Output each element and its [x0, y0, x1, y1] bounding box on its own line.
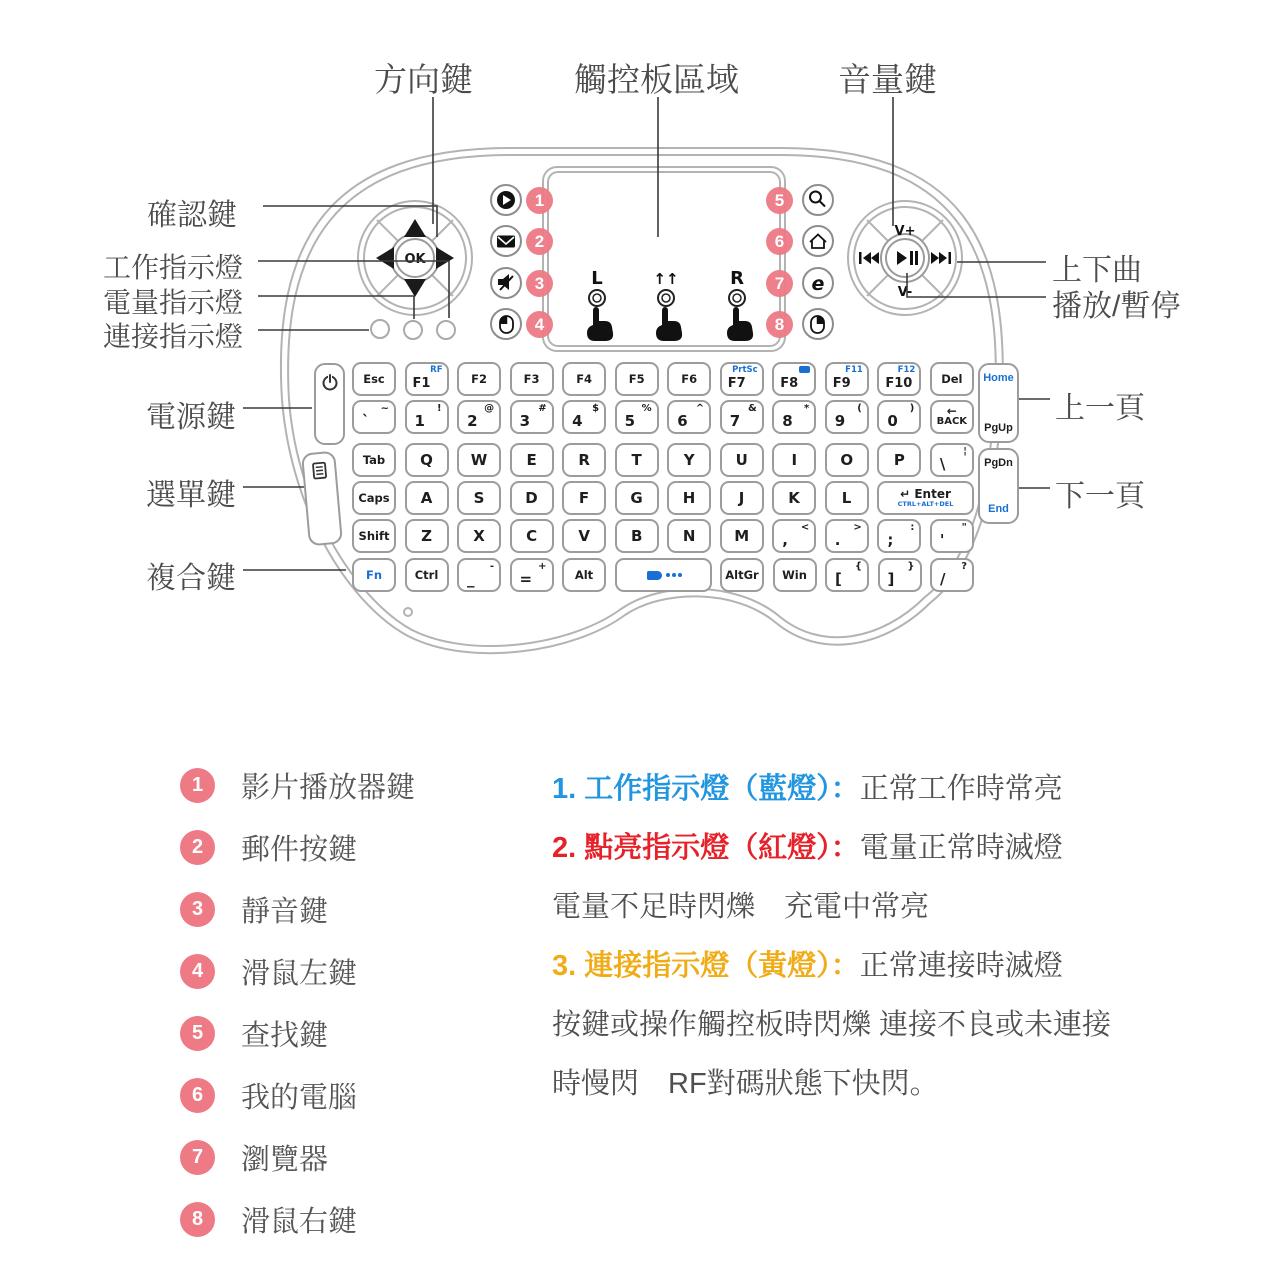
key-label: , [782, 531, 788, 549]
key-c [510, 519, 554, 553]
led-connection [371, 320, 389, 338]
key-altgr [720, 558, 764, 592]
legend-text-line-2 [552, 819, 1172, 878]
key-5 [615, 400, 659, 434]
key-label: J [738, 489, 745, 507]
key-label: K [788, 489, 800, 507]
label-page-down: 下一頁 [1055, 480, 1145, 513]
keyboard-row [352, 481, 974, 515]
key-d [510, 481, 554, 515]
key-win [773, 558, 817, 592]
legend-text-line-5 [552, 996, 1172, 1055]
menu-icon [310, 460, 330, 481]
ok-button-label: OK [404, 252, 426, 267]
arrow-left-icon [376, 247, 394, 269]
key-label: D [525, 489, 538, 507]
browser-e-icon: e [811, 273, 825, 295]
label-fn-combo-key: 複合鍵 [146, 562, 236, 595]
key-label: 6 [677, 412, 688, 430]
key-label: 5 [624, 412, 636, 430]
key-lbracket [825, 558, 869, 592]
key-label: M [734, 527, 750, 545]
volume-down-label: V- [897, 285, 913, 300]
key-label: F4 [576, 372, 593, 386]
key-0 [877, 400, 921, 434]
key-f2 [457, 362, 501, 396]
legend-badge-3: 3 [180, 892, 215, 927]
key-9 [825, 400, 869, 434]
key-u [720, 443, 764, 477]
key-z [405, 519, 449, 553]
legend-item-label: 靜音鍵 [241, 896, 329, 928]
key-label: Shift [358, 529, 390, 543]
badge-6: 6 [766, 228, 793, 255]
key-m [720, 519, 764, 553]
enter-label: ↵ Enter [900, 487, 951, 501]
key-h [667, 481, 711, 515]
legend-text-line-3 [552, 878, 1172, 937]
touch-right-label: R [730, 268, 744, 289]
key-q [405, 443, 449, 477]
legend-item-label: 查找鍵 [241, 1020, 329, 1052]
legend-item-6 [180, 1075, 357, 1116]
key-shift-label: : [910, 522, 915, 533]
finger-tap-scroll-icon [656, 307, 682, 341]
indicator-leds [371, 320, 455, 339]
key-label: F1 [412, 376, 431, 391]
label-direction-keys: 方向鍵 [374, 61, 473, 98]
key-6 [667, 400, 711, 434]
keyboard-row [352, 519, 974, 553]
key-label: ; [887, 531, 894, 549]
legend-item-label: 滑鼠左鍵 [241, 958, 358, 990]
key-shift-label: < [800, 522, 810, 533]
key-label: ] [887, 570, 895, 588]
key-shift [352, 519, 396, 553]
key-label: U [735, 451, 748, 469]
key-label: H [682, 489, 696, 507]
key-w [457, 443, 501, 477]
mouse-left-icon [500, 316, 513, 333]
touch-scroll-label: ↑↑ [653, 270, 679, 288]
key-label: T [631, 451, 642, 469]
key-label: Fn [365, 568, 383, 582]
key-x [457, 519, 501, 553]
key-fn-label: RF [430, 365, 443, 375]
key-shift-label: $ [592, 403, 600, 414]
legend-item-4 [180, 951, 357, 992]
legend-text-segment: 電量不足時閃爍 充電中常亮 [552, 891, 930, 923]
key-label: Win [782, 568, 807, 582]
key-f1 [405, 362, 449, 396]
power-key [314, 363, 345, 445]
led-battery [404, 321, 422, 339]
key-f5 [615, 362, 659, 396]
key-label: W [470, 451, 488, 469]
key-y [667, 443, 711, 477]
legend-item-5 [180, 1013, 328, 1054]
legend-item-3 [180, 889, 328, 930]
key-label: 8 [782, 412, 793, 430]
enter-sub-label: CTRL+ALT+DEL [897, 500, 954, 508]
key-v [562, 519, 606, 553]
power-icon [320, 372, 340, 392]
key-label: X [473, 527, 485, 545]
legend-item-1 [180, 765, 415, 806]
volume-up-label: V+ [894, 224, 916, 239]
keyboard-row [352, 362, 974, 396]
legend-badge-6: 6 [180, 1078, 215, 1113]
key-shift-label: ? [961, 561, 967, 572]
key-label: L [841, 489, 852, 507]
label-touchpad-area: 觸控板區域 [574, 61, 739, 98]
key-f6 [667, 362, 711, 396]
key-i [772, 443, 816, 477]
key-label: G [630, 489, 643, 507]
key-s [457, 481, 501, 515]
badge-8: 8 [766, 311, 793, 338]
key-shift-label: * [804, 403, 810, 414]
key-label: 3 [519, 412, 531, 430]
badge-7: 7 [766, 270, 793, 297]
key-shift-label: @ [484, 403, 495, 414]
key-label: Ctrl [414, 568, 439, 582]
pgdn-label: PgDn [984, 457, 1013, 469]
keyboard-row [352, 400, 974, 434]
legend-item-2 [180, 827, 357, 868]
label-battery-indicator: 電量指示燈 [103, 287, 244, 318]
legend-badge-2: 2 [180, 830, 215, 865]
key-t [615, 443, 659, 477]
key-backslash [930, 443, 974, 477]
key-label: Q [420, 451, 433, 469]
key-label: [ [835, 570, 842, 588]
key-j [720, 481, 764, 515]
key-f10 [877, 362, 921, 396]
key-label: Alt [574, 568, 594, 582]
legend-text-segment: 1. 工作指示燈（藍燈）： [552, 773, 860, 805]
key-label: C [526, 527, 538, 545]
label-play-pause: 播放/暫停 [1052, 290, 1181, 323]
key-shift-label: # [538, 403, 547, 414]
key-f [562, 481, 606, 515]
label-connection-indicator: 連接指示燈 [103, 321, 244, 352]
label-power-key: 電源鍵 [146, 401, 236, 434]
key-3 [510, 400, 554, 434]
badge-4: 4 [526, 311, 553, 338]
key-label: Tab [362, 453, 386, 467]
legend-item-label: 滑鼠右鍵 [241, 1206, 358, 1238]
legend-badge-4: 4 [180, 954, 215, 989]
legend-item-label: 郵件按鍵 [241, 834, 358, 866]
touch-left-label: L [591, 268, 603, 289]
legend-badge-8: 8 [180, 1202, 215, 1237]
key-label: S [473, 489, 485, 507]
key-label: F9 [832, 376, 851, 391]
finger-tap-left-icon [587, 307, 613, 341]
video-player-icon [497, 191, 515, 209]
key-label: 7 [729, 412, 741, 430]
legend-item-label: 我的電腦 [241, 1082, 358, 1114]
key-fn-label: F11 [845, 365, 863, 375]
key-minus [457, 558, 501, 592]
badge-3: 3 [526, 270, 553, 297]
home-pgup-key [978, 363, 1019, 443]
key-label: F5 [628, 372, 645, 386]
badge-5: 5 [766, 187, 793, 214]
legend-item-7 [180, 1137, 328, 1178]
key-label: Z [421, 527, 432, 545]
label-confirm-key: 確認鍵 [147, 199, 237, 232]
legend-item-8 [180, 1199, 357, 1240]
label-working-indicator: 工作指示燈 [103, 252, 244, 283]
key-shift-label: ~ [380, 403, 389, 414]
key-equals [510, 558, 554, 592]
key-label: 9 [834, 412, 846, 430]
legend-text-line-4 [552, 937, 1172, 996]
key-shift-label: " [961, 522, 967, 533]
key-shift-label: ( [857, 403, 862, 414]
mic-hole [404, 608, 412, 616]
legend-item-label: 瀏覽器 [241, 1144, 329, 1176]
home-label: Home [983, 372, 1014, 384]
key-quote [930, 519, 974, 553]
end-label: End [988, 503, 1009, 515]
key-label: Esc [363, 372, 385, 386]
legend-badge-1: 1 [180, 768, 215, 803]
legend-text-segment: 正常連接時滅燈 [859, 950, 1063, 982]
legend-text-line-6 [552, 1055, 1172, 1114]
prev-track-icon [859, 252, 879, 264]
label-prev-next-track: 上下曲 [1052, 254, 1142, 287]
key-label: 4 [572, 412, 583, 430]
legend-text-segment: 3. 連接指示燈（黃燈）： [552, 950, 860, 982]
key-f7 [720, 362, 764, 396]
arrow-up-icon [404, 219, 426, 237]
key-shift-label: % [641, 403, 652, 414]
legend-badge-5: 5 [180, 1016, 215, 1051]
legend-item-label: 影片播放器鍵 [241, 772, 416, 804]
key-o [825, 443, 869, 477]
key-rbracket [878, 558, 922, 592]
key-grave [352, 400, 396, 434]
key-label: \ [939, 455, 946, 473]
key-shift-label: ¦ [963, 446, 967, 457]
pgdn-end-key [978, 448, 1019, 524]
key-label: V [578, 527, 590, 545]
key-label: F [578, 489, 590, 507]
key-1 [405, 400, 449, 434]
key-label: I [791, 451, 798, 469]
key-4 [562, 400, 606, 434]
key-tab [352, 443, 396, 477]
legend-text-segment: 按鍵或操作觸控板時閃爍 連接不良或未連接 [552, 1009, 1112, 1041]
key-label: O [840, 451, 854, 469]
finger-tap-right-icon [727, 307, 753, 341]
key-f8 [772, 362, 816, 396]
pgup-label: PgUp [984, 422, 1013, 434]
legend-text-segment: 電量正常時滅燈 [859, 832, 1063, 864]
key-8 [772, 400, 816, 434]
label-menu-key: 選單鍵 [146, 479, 236, 512]
key-label: 2 [467, 412, 478, 430]
tap-gesture-icons [587, 290, 753, 341]
next-track-icon [931, 252, 951, 264]
arrow-down-icon [404, 279, 426, 297]
badge-1: 1 [526, 187, 553, 214]
mouse-right-icon [811, 316, 824, 333]
key-shift-label: ! [436, 403, 442, 414]
key-label: / [940, 570, 946, 588]
key-shift-label: - [489, 561, 494, 572]
key-shift-label: & [747, 403, 757, 414]
key-label: ' [939, 531, 945, 549]
legend-text [552, 760, 1172, 1114]
key-b [615, 519, 659, 553]
key-fn [352, 558, 396, 592]
key-label: F8 [780, 376, 799, 391]
key-label: R [578, 451, 590, 469]
legend-text-line-1 [552, 760, 1172, 819]
key-shift-label: ^ [695, 403, 705, 414]
key-space [615, 558, 712, 592]
key-label: N [682, 527, 696, 545]
key-label: F10 [885, 376, 913, 391]
key-l [825, 481, 869, 515]
keyboard-row [352, 558, 974, 592]
key-p [877, 443, 921, 477]
key-7 [720, 400, 764, 434]
key-shift-label: ) [909, 403, 915, 414]
key-alt [562, 558, 606, 592]
key-shift-label: } [907, 561, 915, 572]
key-comma [772, 519, 816, 553]
key-fn-label: PrtSc [732, 365, 758, 375]
key-del [930, 362, 974, 396]
key-label: P [893, 451, 905, 469]
space-mouse-icon [647, 571, 662, 580]
key-backspace [930, 400, 974, 434]
arrow-right-icon [436, 247, 454, 269]
key-label: A [420, 489, 433, 507]
key-period [825, 519, 869, 553]
key-enter [877, 481, 974, 515]
key-label: F3 [523, 372, 540, 386]
key-2 [457, 400, 501, 434]
key-n [667, 519, 711, 553]
key-label: Caps [358, 491, 390, 505]
key-label: 1 [414, 412, 425, 430]
key-e [510, 443, 554, 477]
badge-2: 2 [526, 228, 553, 255]
key-a [405, 481, 449, 515]
key-semicolon [877, 519, 921, 553]
key-label: = [519, 570, 533, 588]
key-label: B [630, 527, 643, 545]
key-label: Y [683, 451, 695, 469]
key-slash [930, 558, 974, 592]
key-label: AltGr [725, 568, 759, 582]
key-f3 [510, 362, 554, 396]
mute-icon [498, 274, 513, 290]
key-label: . [834, 531, 841, 549]
key-label: ` [362, 412, 370, 430]
label-volume-keys: 音量鍵 [838, 61, 937, 98]
key-shift-label: + [538, 561, 547, 572]
key-caps [352, 481, 396, 515]
key-label: F6 [681, 372, 698, 386]
key-f9 [825, 362, 869, 396]
key-label: _ [467, 570, 475, 588]
key-label: F7 [727, 376, 746, 391]
key-label: F2 [471, 372, 487, 386]
key-label: E [526, 451, 537, 469]
key-ctrl [405, 558, 449, 592]
key-r [562, 443, 606, 477]
onscreen-keyboard-icon [799, 366, 810, 373]
key-label: 0 [887, 412, 898, 430]
key-label: Del [941, 372, 963, 386]
key-shift-label: { [854, 561, 862, 572]
key-f4 [562, 362, 606, 396]
legend-badge-7: 7 [180, 1140, 215, 1175]
key-k [772, 481, 816, 515]
mail-icon [497, 236, 515, 248]
legend-text-segment: 2. 點亮指示燈（紅燈）： [552, 832, 860, 864]
led-working [437, 321, 455, 339]
legend-text-segment: 時慢閃 RF對碼狀態下快閃。 [552, 1068, 939, 1100]
key-g [615, 481, 659, 515]
key-esc [352, 362, 396, 396]
backspace-label: BACK [936, 416, 968, 427]
keyboard-row [352, 443, 974, 477]
my-computer-home-icon [810, 235, 826, 249]
backspace-arrow-icon: ← [946, 404, 957, 418]
label-page-up: 上一頁 [1055, 392, 1145, 425]
search-icon [810, 192, 825, 207]
legend-text-segment: 正常工作時常亮 [859, 773, 1063, 805]
key-fn-label: F12 [897, 365, 916, 375]
key-shift-label: > [853, 522, 862, 533]
